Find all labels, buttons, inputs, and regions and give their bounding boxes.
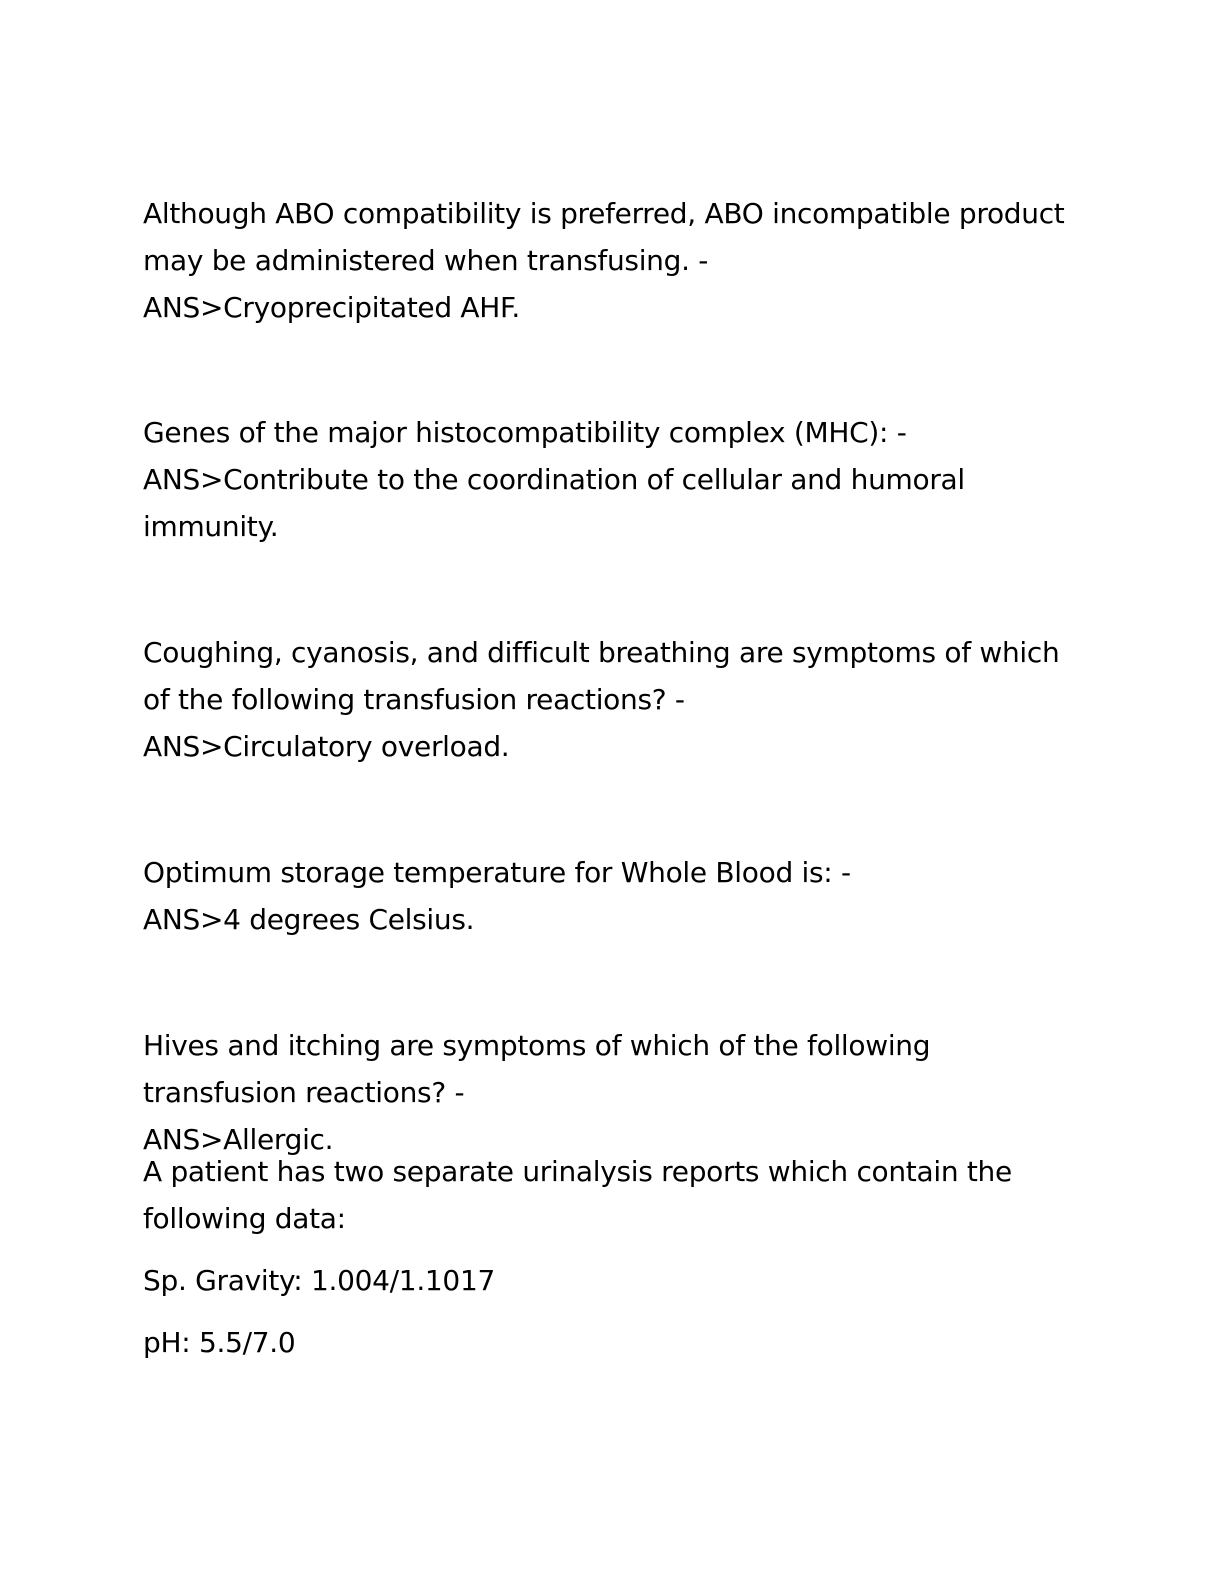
qa-item-1 — [143, 143, 1073, 331]
qa-question: Hives and itching are symptoms of which of the following transfusion reactions? - — [143, 1029, 931, 1109]
qa-answer: ANS>Cryoprecipitated AHF. — [143, 291, 520, 324]
qa-question: Coughing, cyanosis, and difficult breathing are symptoms of which of the following transfusion reactions? - — [143, 636, 1060, 716]
final-question-intro: A patient has two separate urinalysis reports which contain the following data: — [143, 1155, 1012, 1235]
qa-answer: ANS>4 degrees Celsius. — [143, 903, 475, 936]
urinalysis-ph: pH: 5.5/7.0 — [143, 1326, 296, 1359]
qa-item-3 — [143, 582, 1073, 770]
qa-item-5 — [143, 975, 1073, 1163]
qa-question: Although ABO compatibility is preferred, ABO incompatible product may be administered when transfusing. - — [143, 197, 1065, 277]
qa-answer: ANS>Circulatory overload. — [143, 730, 510, 763]
qa-answer: ANS>Contribute to the coordination of cellular and humoral immunity. — [143, 463, 965, 543]
qa-question: Optimum storage temperature for Whole Blood is: - — [143, 856, 851, 889]
qa-question: Genes of the major histocompatibility complex (MHC): - — [143, 416, 907, 449]
urinalysis-sp-gravity: Sp. Gravity: 1.004/1.1017 — [143, 1264, 495, 1297]
qa-item-2 — [143, 362, 1073, 550]
qa-answer: ANS>Allergic. — [143, 1123, 334, 1156]
qa-item-4 — [143, 802, 1073, 943]
